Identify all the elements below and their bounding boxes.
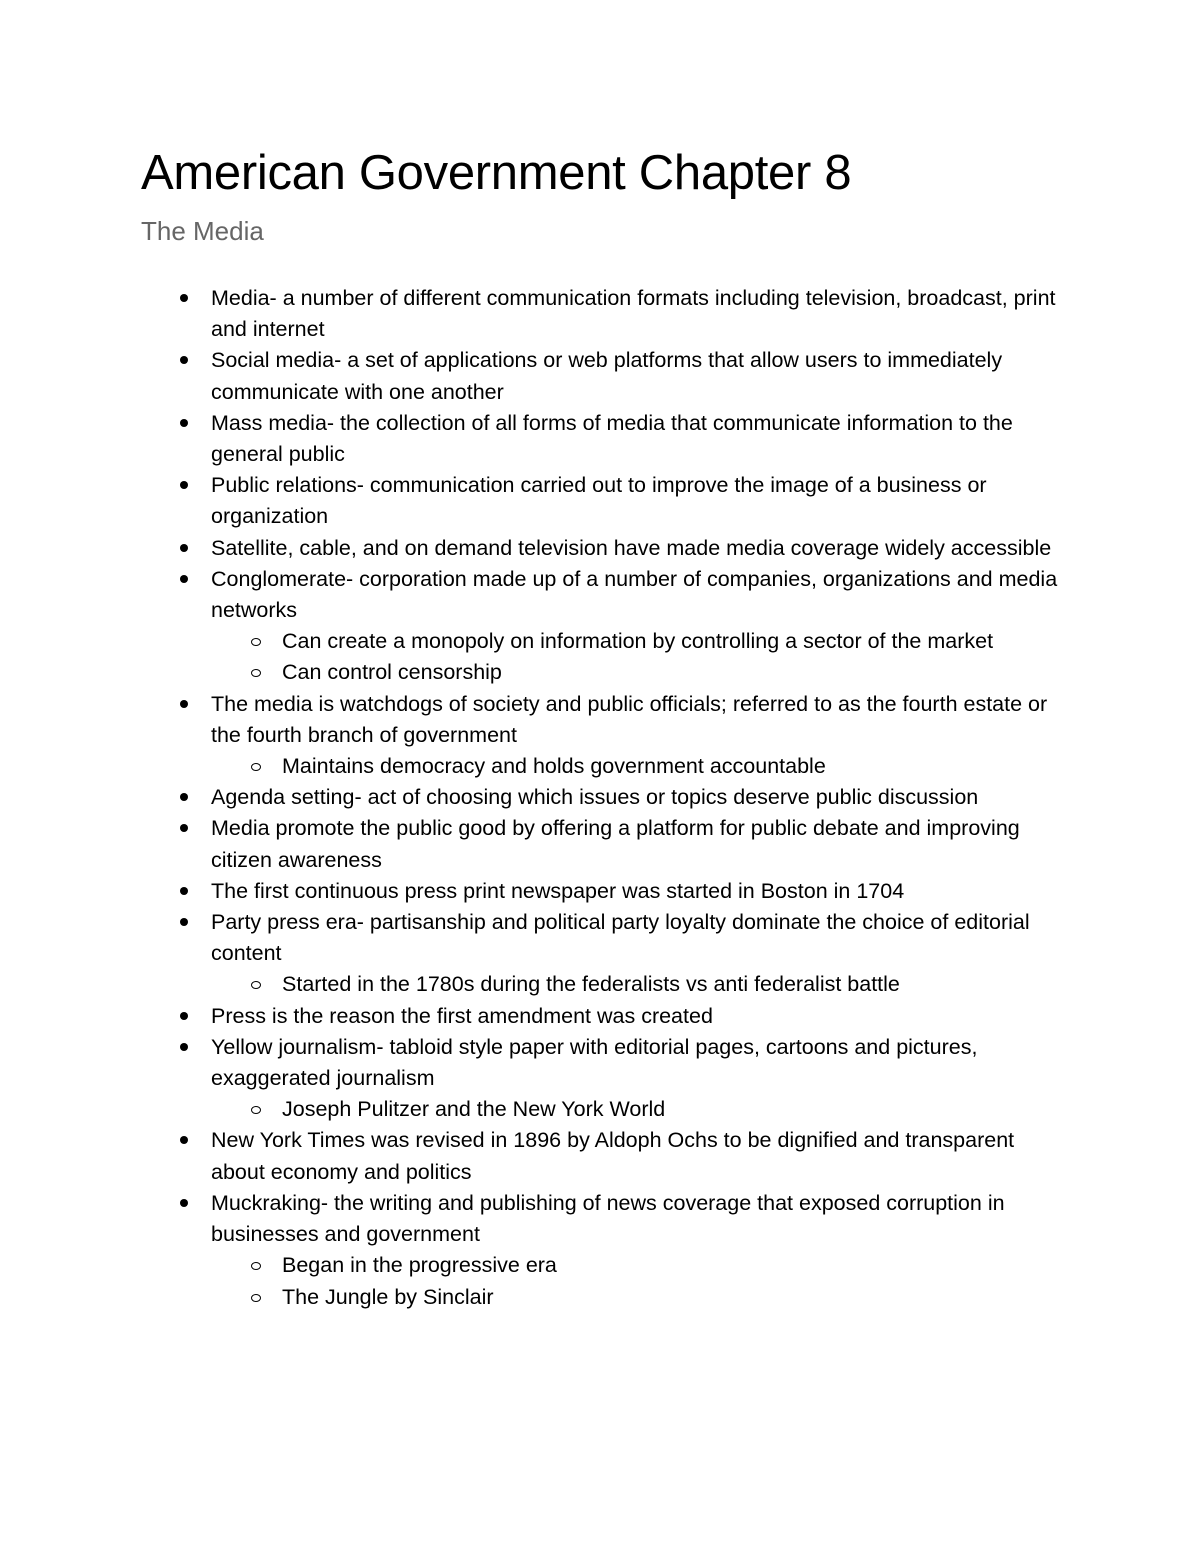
list-item-text: Yellow journalism- tabloid style paper with editorial pages, cartoons and pictures, exaggerated journalism (211, 1034, 978, 1091)
sub-list-item (0, 1282, 1066, 1313)
list-item-text: Party press era- partisanship and political party loyalty dominate the choice of editorial content (211, 910, 1030, 966)
hollow-bullet-icon (251, 763, 261, 771)
filled-bullet-icon (180, 356, 188, 364)
list-item (0, 813, 1066, 875)
filled-bullet-icon (180, 793, 188, 801)
list-item (0, 1188, 1066, 1250)
sub-list-item (0, 1094, 1066, 1125)
hollow-bullet-icon (251, 1262, 261, 1270)
list-item (0, 345, 1066, 407)
list-item-text: The media is watchdogs of society and public officials; referred to as the fourth estate or the fourth branch of government (211, 691, 1048, 747)
filled-bullet-icon (180, 575, 188, 583)
list-item-text: Mass media- the collection of all forms of media that communicate information to the general public (211, 410, 1013, 467)
notes-list (0, 283, 1200, 1313)
list-item-text: The first continuous press print newspaper was started in Boston in 1704 (211, 878, 905, 903)
list-item-text: Can control censorship (282, 660, 502, 685)
list-item-text: New York Times was revised in 1896 by Aldoph Ochs to be dignified and transparent about economy and politics (211, 1128, 1015, 1184)
filled-bullet-icon (180, 481, 188, 489)
filled-bullet-icon (180, 1136, 188, 1144)
list-item-text: Social media- a set of applications or web platforms that allow users to immediately communicate with one another (211, 348, 1003, 404)
hollow-bullet-icon (251, 1294, 261, 1302)
list-item (0, 283, 1066, 345)
filled-bullet-icon (180, 824, 188, 832)
sub-list-item (0, 969, 1066, 1000)
filled-bullet-icon (180, 918, 188, 926)
filled-bullet-icon (180, 1199, 188, 1207)
filled-bullet-icon (180, 887, 188, 895)
hollow-bullet-icon (251, 669, 261, 677)
list-item (0, 907, 1066, 969)
list-item (0, 876, 1066, 907)
filled-bullet-icon (180, 544, 188, 552)
list-item-text: Started in the 1780s during the federalists vs anti federalist battle (282, 972, 900, 997)
list-item-text: Agenda setting- act of choosing which issues or topics deserve public discussion (211, 785, 979, 810)
list-item-text: Can create a monopoly on information by controlling a sector of the market (282, 629, 994, 654)
filled-bullet-icon (180, 294, 188, 302)
list-item-text: Media- a number of different communication formats including television, broadcast, print and internet (211, 286, 1056, 342)
list-item (0, 533, 1066, 564)
list-item-text: The Jungle by Sinclair (282, 1284, 494, 1309)
sub-list-item (0, 1250, 1066, 1281)
list-item-text: Press is the reason the first amendment was created (211, 1003, 713, 1028)
document-title: American Government Chapter 8 (141, 146, 852, 200)
sub-list-item (0, 751, 1066, 782)
hollow-bullet-icon (251, 981, 261, 989)
document-subtitle: The Media (141, 216, 264, 246)
filled-bullet-icon (180, 1043, 188, 1051)
list-item-text: Maintains democracy and holds government accountable (282, 754, 826, 779)
list-item (0, 689, 1066, 751)
filled-bullet-icon (180, 1012, 188, 1020)
list-item (0, 408, 1066, 470)
filled-bullet-icon (180, 419, 188, 427)
list-item (0, 1001, 1066, 1032)
list-item-text: Conglomerate- corporation made up of a number of companies, organizations and media networks (211, 566, 1058, 623)
list-item-text: Public relations- communication carried out to improve the image of a business or organization (211, 473, 987, 529)
list-item (0, 1125, 1066, 1187)
list-item-text: Muckraking- the writing and publishing of news coverage that exposed corruption in businesses and government (211, 1190, 1005, 1247)
hollow-bullet-icon (251, 638, 261, 646)
hollow-bullet-icon (251, 1106, 261, 1114)
sub-list-item (0, 626, 1066, 657)
list-item (0, 782, 1066, 813)
list-item-text: Media promote the public good by offering a platform for public debate and improving citizen awareness (211, 816, 1020, 872)
list-item-text: Satellite, cable, and on demand television have made media coverage widely accessible (211, 535, 1052, 560)
list-item (0, 564, 1066, 626)
list-item (0, 1032, 1066, 1094)
list-item-text: Began in the progressive era (282, 1253, 557, 1278)
list-item (0, 470, 1066, 532)
filled-bullet-icon (180, 700, 188, 708)
list-item-text: Joseph Pulitzer and the New York World (282, 1097, 666, 1122)
sub-list-item (0, 657, 1066, 688)
